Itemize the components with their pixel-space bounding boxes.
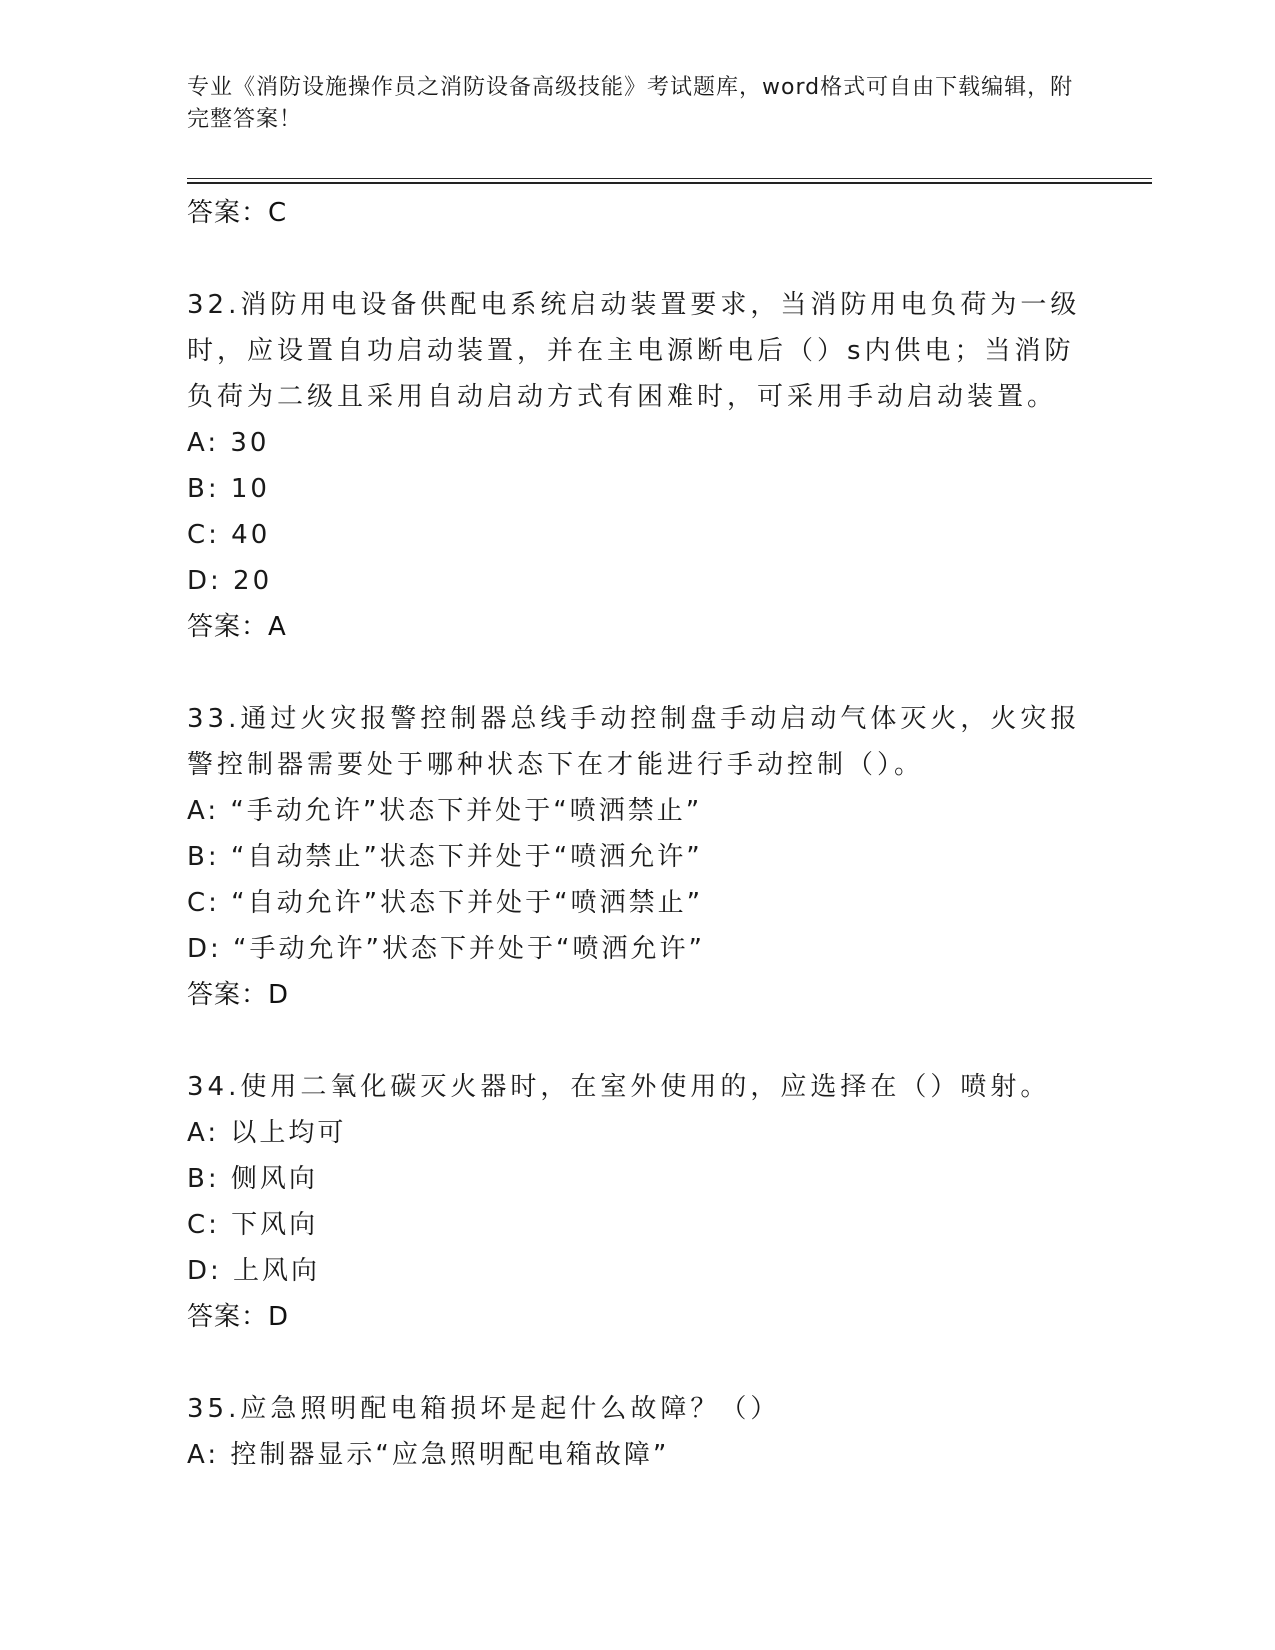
- header-rule-thick: [187, 182, 1152, 184]
- question-stem: 35.应急照明配电箱损坏是起什么故障？（）: [187, 1394, 781, 1424]
- option-a: A: 30: [187, 428, 270, 458]
- option-b: B: 10: [187, 474, 270, 504]
- option-d: D: 上风向: [187, 1256, 321, 1286]
- question-32: [187, 282, 1087, 650]
- question-stem: 32.消防用电设备供配电系统启动装置要求，当消防用电负荷为一级时，应设置自功启动装置，并在主电源断电后（）s内供电；当消防负荷为二级且采用自动启动方式有困难时，可采用手动启动装置。: [187, 290, 1081, 412]
- option-a: A: 控制器显示“应急照明配电箱故障”: [187, 1440, 670, 1470]
- page-header: 专业《消防设施操作员之消防设备高级技能》考试题库，word格式可自由下载编辑，附完整答案！: [187, 75, 1074, 132]
- question-33: [187, 696, 1087, 1018]
- answer-previous: 答案：C: [187, 198, 288, 228]
- option-c: C: 40: [187, 520, 271, 550]
- option-b: B: 侧风向: [187, 1164, 318, 1194]
- answer: 答案：D: [187, 1302, 290, 1332]
- option-d: D: 20: [187, 566, 273, 596]
- option-a: A: “手动允许”状态下并处于“喷洒禁止”: [187, 796, 703, 826]
- document-body: [187, 190, 1087, 1478]
- question-stem: 33.通过火灾报警控制器总线手动控制盘手动启动气体灭火，火灾报警控制器需要处于哪种状态下在才能进行手动控制（）。: [187, 704, 1081, 780]
- option-d: D: “手动允许”状态下并处于“喷洒允许”: [187, 934, 705, 964]
- answer: 答案：D: [187, 980, 290, 1010]
- option-a: A: 以上均可: [187, 1118, 347, 1148]
- option-c: C: “自动允许”状态下并处于“喷洒禁止”: [187, 888, 704, 918]
- question-35: [187, 1386, 1087, 1478]
- question-stem: 34.使用二氧化碳灭火器时，在室外使用的，应选择在（）喷射。: [187, 1072, 1051, 1102]
- header-rule-thin: [187, 178, 1152, 179]
- question-34: [187, 1064, 1087, 1340]
- option-b: B: “自动禁止”状态下并处于“喷洒允许”: [187, 842, 703, 872]
- answer: 答案：A: [187, 612, 287, 642]
- option-c: C: 下风向: [187, 1210, 319, 1240]
